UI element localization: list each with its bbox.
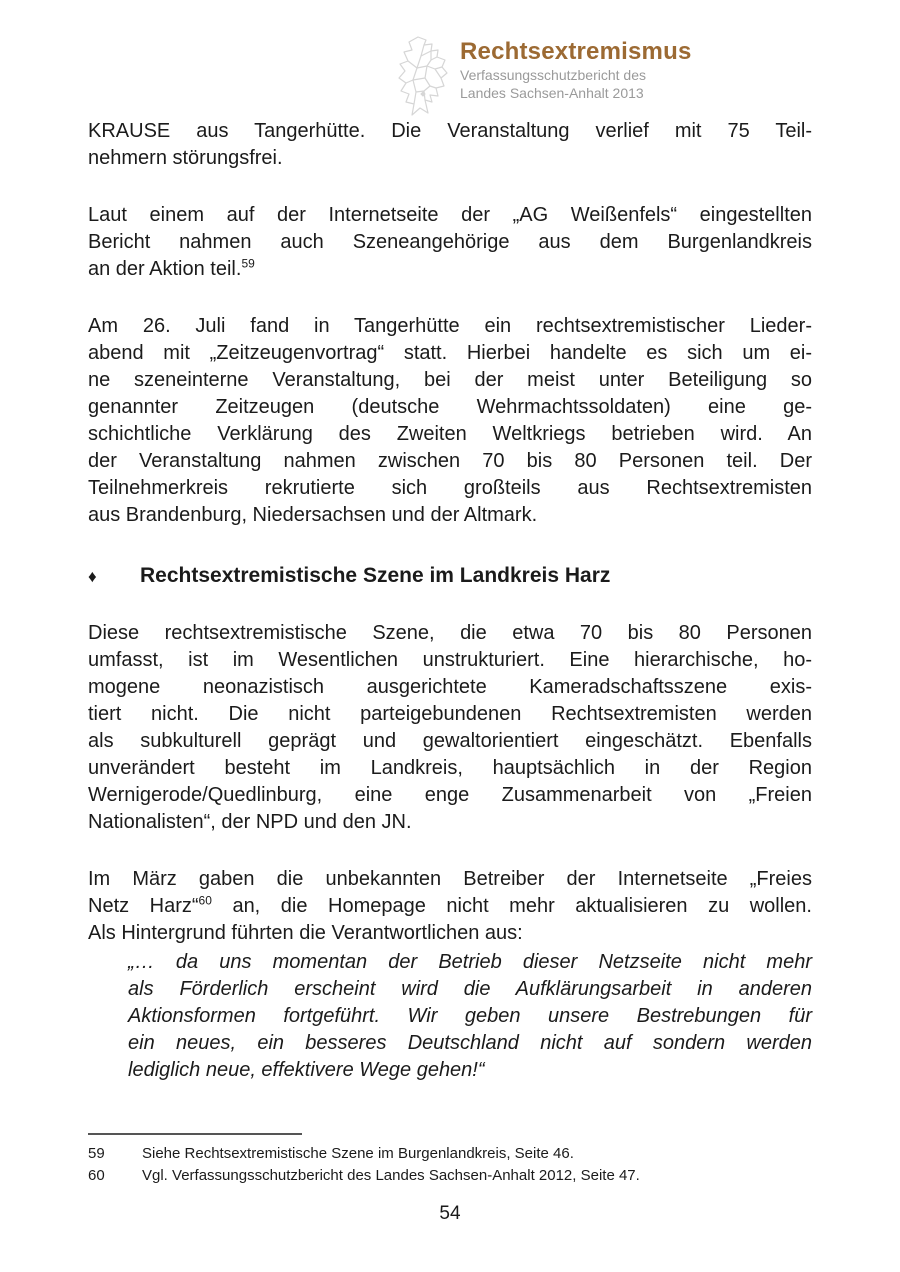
text-line: Laut einem auf der Internetseite der „AG Weißenfels“ eingestellten (88, 204, 812, 226)
report-header (396, 36, 692, 116)
text-line: unverändert besteht im Landkreis, hauptsächlich in der Region (88, 757, 812, 779)
footnote-item (88, 1165, 812, 1187)
text-line (88, 256, 812, 283)
text-line: nehmern störungsfrei. (88, 147, 283, 169)
text-line: als subkulturell geprägt und gewaltorientiert eingeschätzt. Ebenfalls (88, 730, 812, 752)
report-title: Rechtsextremismus (460, 38, 692, 65)
text-segment: Netz Harz“ (88, 895, 199, 917)
paragraph (88, 620, 812, 836)
text-line: Am 26. Juli fand in Tangerhütte ein rechtsextremistischer Lieder- (88, 315, 812, 337)
text-segment: an der Aktion teil. (88, 258, 242, 280)
footnote-reference-59: 59 (241, 256, 255, 271)
text-line: KRAUSE aus Tangerhütte. Die Veranstaltung verlief mit 75 Teil- (88, 120, 812, 142)
paragraph (88, 866, 812, 947)
footnote-number: 59 (88, 1145, 105, 1162)
text-line: mogene neonazistisch ausgerichtete Kameradschaftsszene exis- (88, 676, 812, 698)
text-line: abend mit „Zeitzeugenvortrag“ statt. Hierbei handelte es sich um ei- (88, 342, 812, 364)
page-number: 54 (439, 1203, 461, 1224)
text-line: Als Hintergrund führten die Verantwortlichen aus: (88, 922, 523, 944)
quote-line: ein neues, ein besseres Deutschland nicht auf sondern werden (128, 1032, 812, 1054)
section-heading-text: Rechtsextremistische Szene im Landkreis Harz (140, 564, 611, 587)
text-line: der Veranstaltung nahmen zwischen 70 bis 80 Personen teil. Der (88, 450, 812, 472)
diamond-bullet-icon: ♦ (88, 567, 97, 586)
footnote-text: Vgl. Verfassungsschutzbericht des Landes Sachsen-Anhalt 2012, Seite 47. (142, 1167, 640, 1184)
text-segment: an, die Homepage nicht mehr aktualisieren zu wollen. (211, 895, 812, 917)
quote-line: „… da uns momentan der Betrieb dieser Netzseite nicht mehr (128, 951, 812, 973)
report-subtitle-line1: Verfassungsschutzbericht des (460, 67, 646, 83)
text-line: ne szeneinterne Veranstaltung, bei der meist unter Beteiligung so (88, 369, 812, 391)
text-line: Nationalisten“, der NPD und den JN. (88, 811, 412, 833)
text-line (88, 893, 812, 920)
page-body (88, 118, 812, 1084)
paragraph (88, 202, 812, 283)
text-line: Teilnehmerkreis rekrutierte sich großteils aus Rechtsextremisten (88, 477, 812, 499)
text-line: Wernigerode/Quedlinburg, eine enge Zusammenarbeit von „Freien (88, 784, 812, 806)
text-line: Bericht nahmen auch Szeneangehörige aus dem Burgenlandkreis (88, 231, 812, 253)
report-header-text (460, 36, 692, 102)
section-heading (88, 562, 812, 590)
quote-line: als Förderlich erscheint wird die Aufklärungsarbeit in anderen (128, 978, 812, 1000)
footnotes-section (88, 1133, 812, 1187)
block-quote (128, 949, 812, 1084)
footnote-reference-60: 60 (198, 893, 212, 908)
quote-line: lediglich neue, effektivere Wege gehen!“ (128, 1059, 485, 1081)
text-line: tiert nicht. Die nicht parteigebundenen Rechtsextremisten werden (88, 703, 812, 725)
footnote-item (88, 1143, 812, 1165)
text-line: aus Brandenburg, Niedersachsen und der Altmark. (88, 504, 538, 526)
text-line: umfasst, ist im Wesentlichen unstrukturiert. Eine hierarchische, ho- (88, 649, 812, 671)
footnote-separator (88, 1133, 302, 1135)
paragraph (88, 118, 812, 172)
footnote-text: Siehe Rechtsextremistische Szene im Burgenlandkreis, Seite 46. (142, 1145, 574, 1162)
report-subtitle-line2: Landes Sachsen-Anhalt 2013 (460, 85, 644, 101)
sachsen-anhalt-map-icon (396, 36, 450, 116)
quote-line: Aktionsformen fortgeführt. Wir geben unsere Bestrebungen für (128, 1005, 812, 1027)
paragraph (88, 313, 812, 529)
text-line: Diese rechtsextremistische Szene, die etwa 70 bis 80 Personen (88, 622, 812, 644)
footnote-number: 60 (88, 1167, 105, 1184)
text-line: schichtliche Verklärung des Zweiten Weltkriegs betrieben wird. An (88, 423, 812, 445)
text-line: genannter Zeitzeugen (deutsche Wehrmachtssoldaten) eine ge- (88, 396, 812, 418)
text-line: Im März gaben die unbekannten Betreiber der Internetseite „Freies (88, 868, 812, 890)
